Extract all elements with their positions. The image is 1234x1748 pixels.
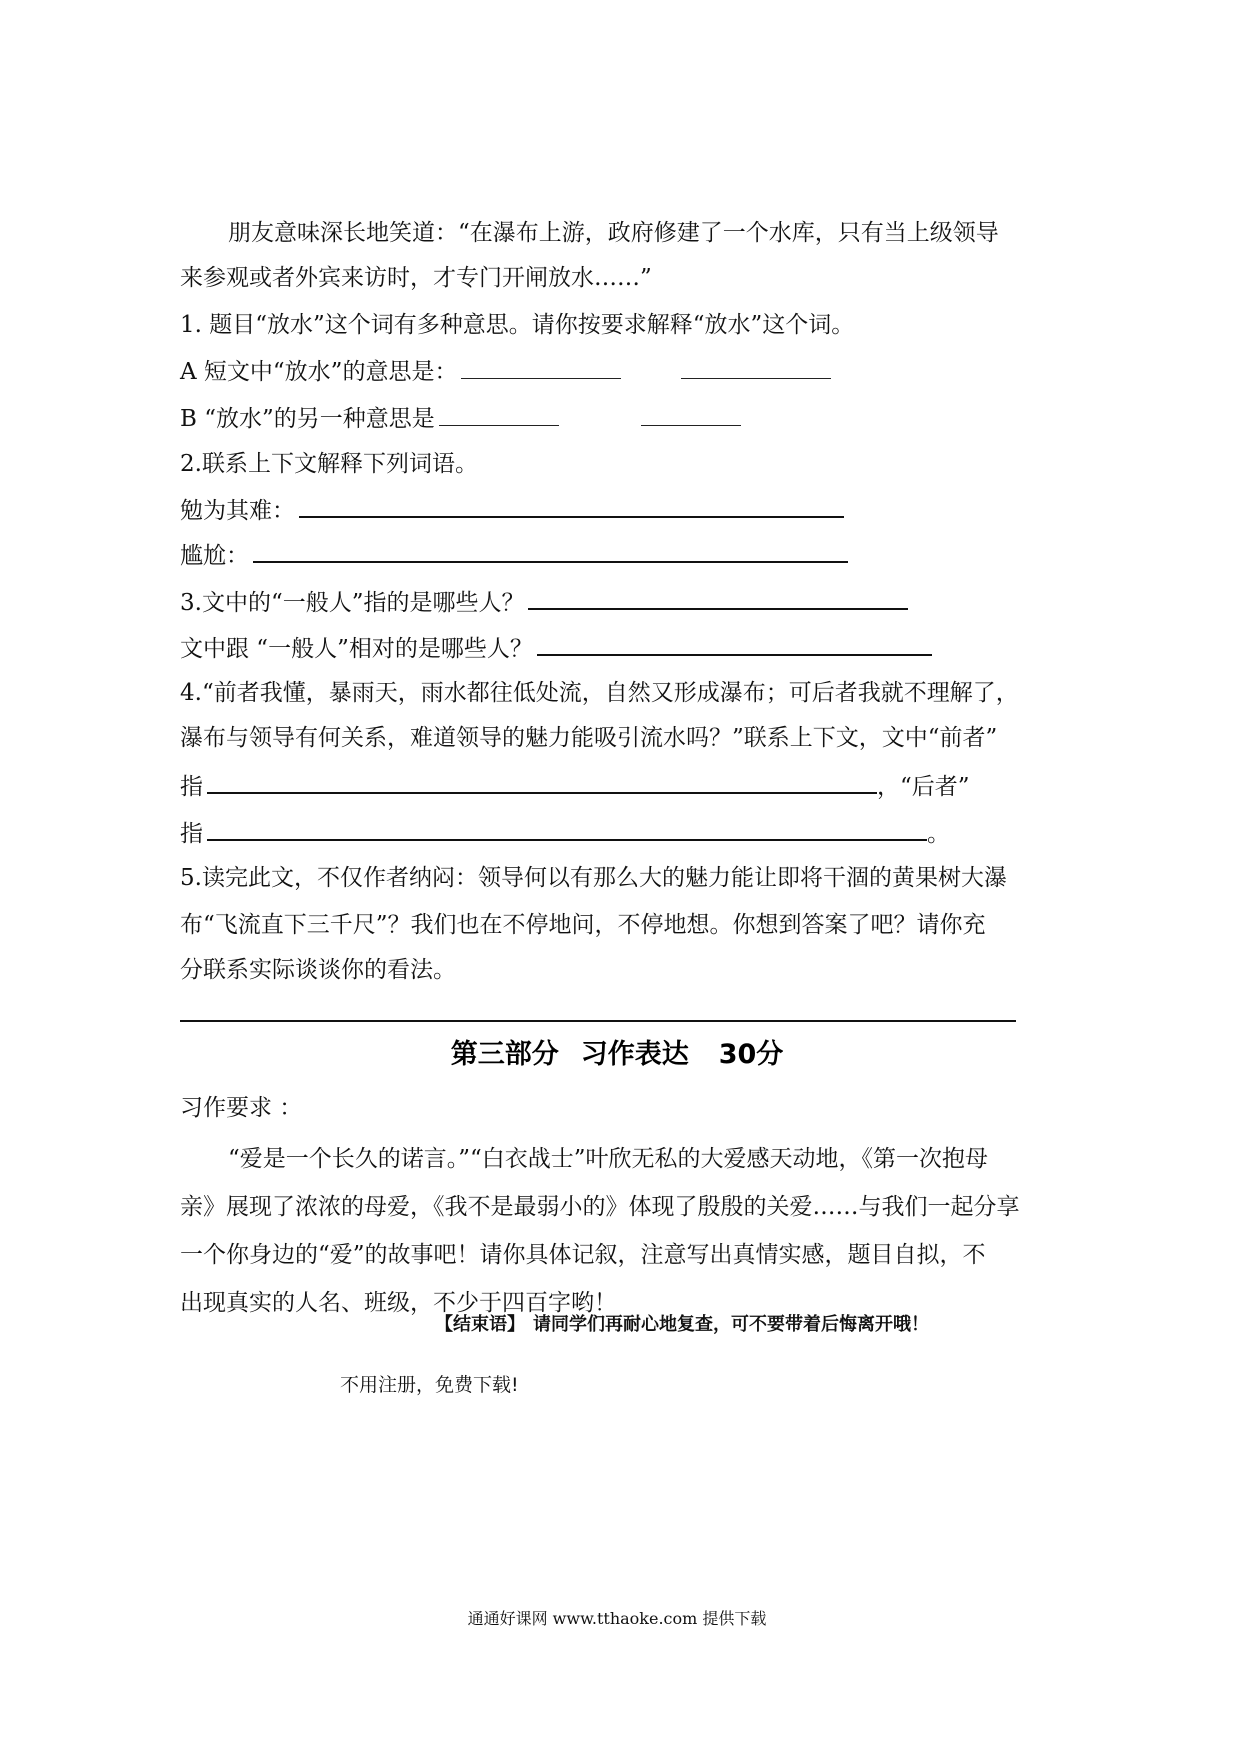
q2-word2-blank[interactable] <box>253 539 848 563</box>
writing-line-4: 出现真实的人名、班级，不少于四百字哟！ <box>180 1290 617 1316</box>
q2-word2-label: 尴尬： <box>180 543 249 569</box>
passage-line-2: 来参观或者外宾来访时，才专门开闸放水……” <box>180 265 652 291</box>
q1-a-blank-1[interactable] <box>461 356 621 379</box>
q1-b-row <box>180 403 1080 434</box>
q3-row <box>180 586 1080 618</box>
closing-tag: 【结束语】 <box>435 1314 525 1335</box>
q3-follow: 文中跟 “一般人”相对的是哪些人？ <box>180 636 533 662</box>
free-download-note: 不用注册，免费下载! <box>340 1374 519 1396</box>
q3-blank-1[interactable] <box>528 586 908 610</box>
q2-word1-label: 勉为其难： <box>180 498 295 524</box>
q3-stem: 3.文中的“一般人”指的是哪些人？ <box>180 590 525 616</box>
q5-line-2: 布“飞流直下三千尺”？我们也在不停地问，不停地想。你想到答案了吧？请你充 <box>180 912 986 938</box>
section-3-name: 习作表达 <box>580 1039 689 1070</box>
q4-latter-blank[interactable] <box>207 817 927 841</box>
q1-b-blank-2[interactable] <box>641 403 741 426</box>
q4-line-2: 瀑布与领导有何关系，难道领导的魅力能吸引流水吗？”联系上下文，文中“前者” <box>180 725 998 751</box>
q1-stem: 1. 题目“放水”这个词有多种意思。请你按要求解释“放水”这个词。 <box>180 312 855 338</box>
section-3-part: 第三部分 <box>450 1039 559 1070</box>
q1-a-row <box>180 356 1080 387</box>
closing-message: 请同学们再耐心地复查，可不要带着后悔离开哦！ <box>533 1314 929 1335</box>
q4-period: 。 <box>927 821 950 847</box>
q5-line-3: 分联系实际谈谈你的看法。 <box>180 957 456 983</box>
q1-b-blank-1[interactable] <box>439 403 559 426</box>
writing-requirement-label: 习作要求 ： <box>180 1095 303 1121</box>
q5-line-1: 5.读完此文，不仅作者纳闷：领导何以有那么大的魅力能让即将干涸的黄果树大瀑 <box>180 865 1007 891</box>
q1-b-label: B “放水”的另一种意思是 <box>180 406 435 432</box>
closing-remark <box>435 1312 929 1338</box>
q2-word1-blank[interactable] <box>299 494 844 518</box>
q4-former-blank[interactable] <box>207 770 877 794</box>
writing-line-2: 亲》展现了浓浓的母爱，《我不是最弱小的》体现了殷殷的关爱……与我们一起分享 <box>180 1194 1020 1220</box>
q2-word1-row <box>180 494 1080 526</box>
q3-blank-2[interactable] <box>537 632 932 656</box>
q4-zhi-1: 指 <box>180 774 203 800</box>
answer-line[interactable] <box>180 1020 1016 1022</box>
q4-former-row <box>180 770 1080 802</box>
passage-line-1: 朋友意味深长地笑道：“在瀑布上游，政府修建了一个水库，只有当上级领导 <box>228 220 999 246</box>
q3-follow-row <box>180 632 1080 664</box>
q4-line-1: 4.“前者我懂，暴雨天，雨水都往低处流，自然又形成瀑布；可后者我就不理解了， <box>180 680 1019 706</box>
q2-word2-row <box>180 539 1080 571</box>
q1-a-label: A 短文中“放水”的意思是： <box>180 359 458 385</box>
q4-latter-label: ，“后者” <box>877 774 970 800</box>
writing-line-3: 一个你身边的“爱”的故事吧！请你具体记叙，注意写出真情实感，题目自拟，不 <box>180 1242 986 1268</box>
page-footer: 通通好课网 www.tthaoke.com 提供下载 <box>467 1609 767 1628</box>
q2-stem: 2.联系上下文解释下列词语。 <box>180 451 478 477</box>
section-3-score: 30分 <box>718 1039 784 1070</box>
q4-latter-row <box>180 817 1080 849</box>
q1-a-blank-2[interactable] <box>681 356 831 379</box>
writing-line-1: “爱是一个长久的诺言。”“白衣战士”叶欣无私的大爱感天动地，《第一次抱母 <box>228 1146 989 1172</box>
q4-zhi-2: 指 <box>180 821 203 847</box>
section-3-title <box>0 1037 1234 1073</box>
